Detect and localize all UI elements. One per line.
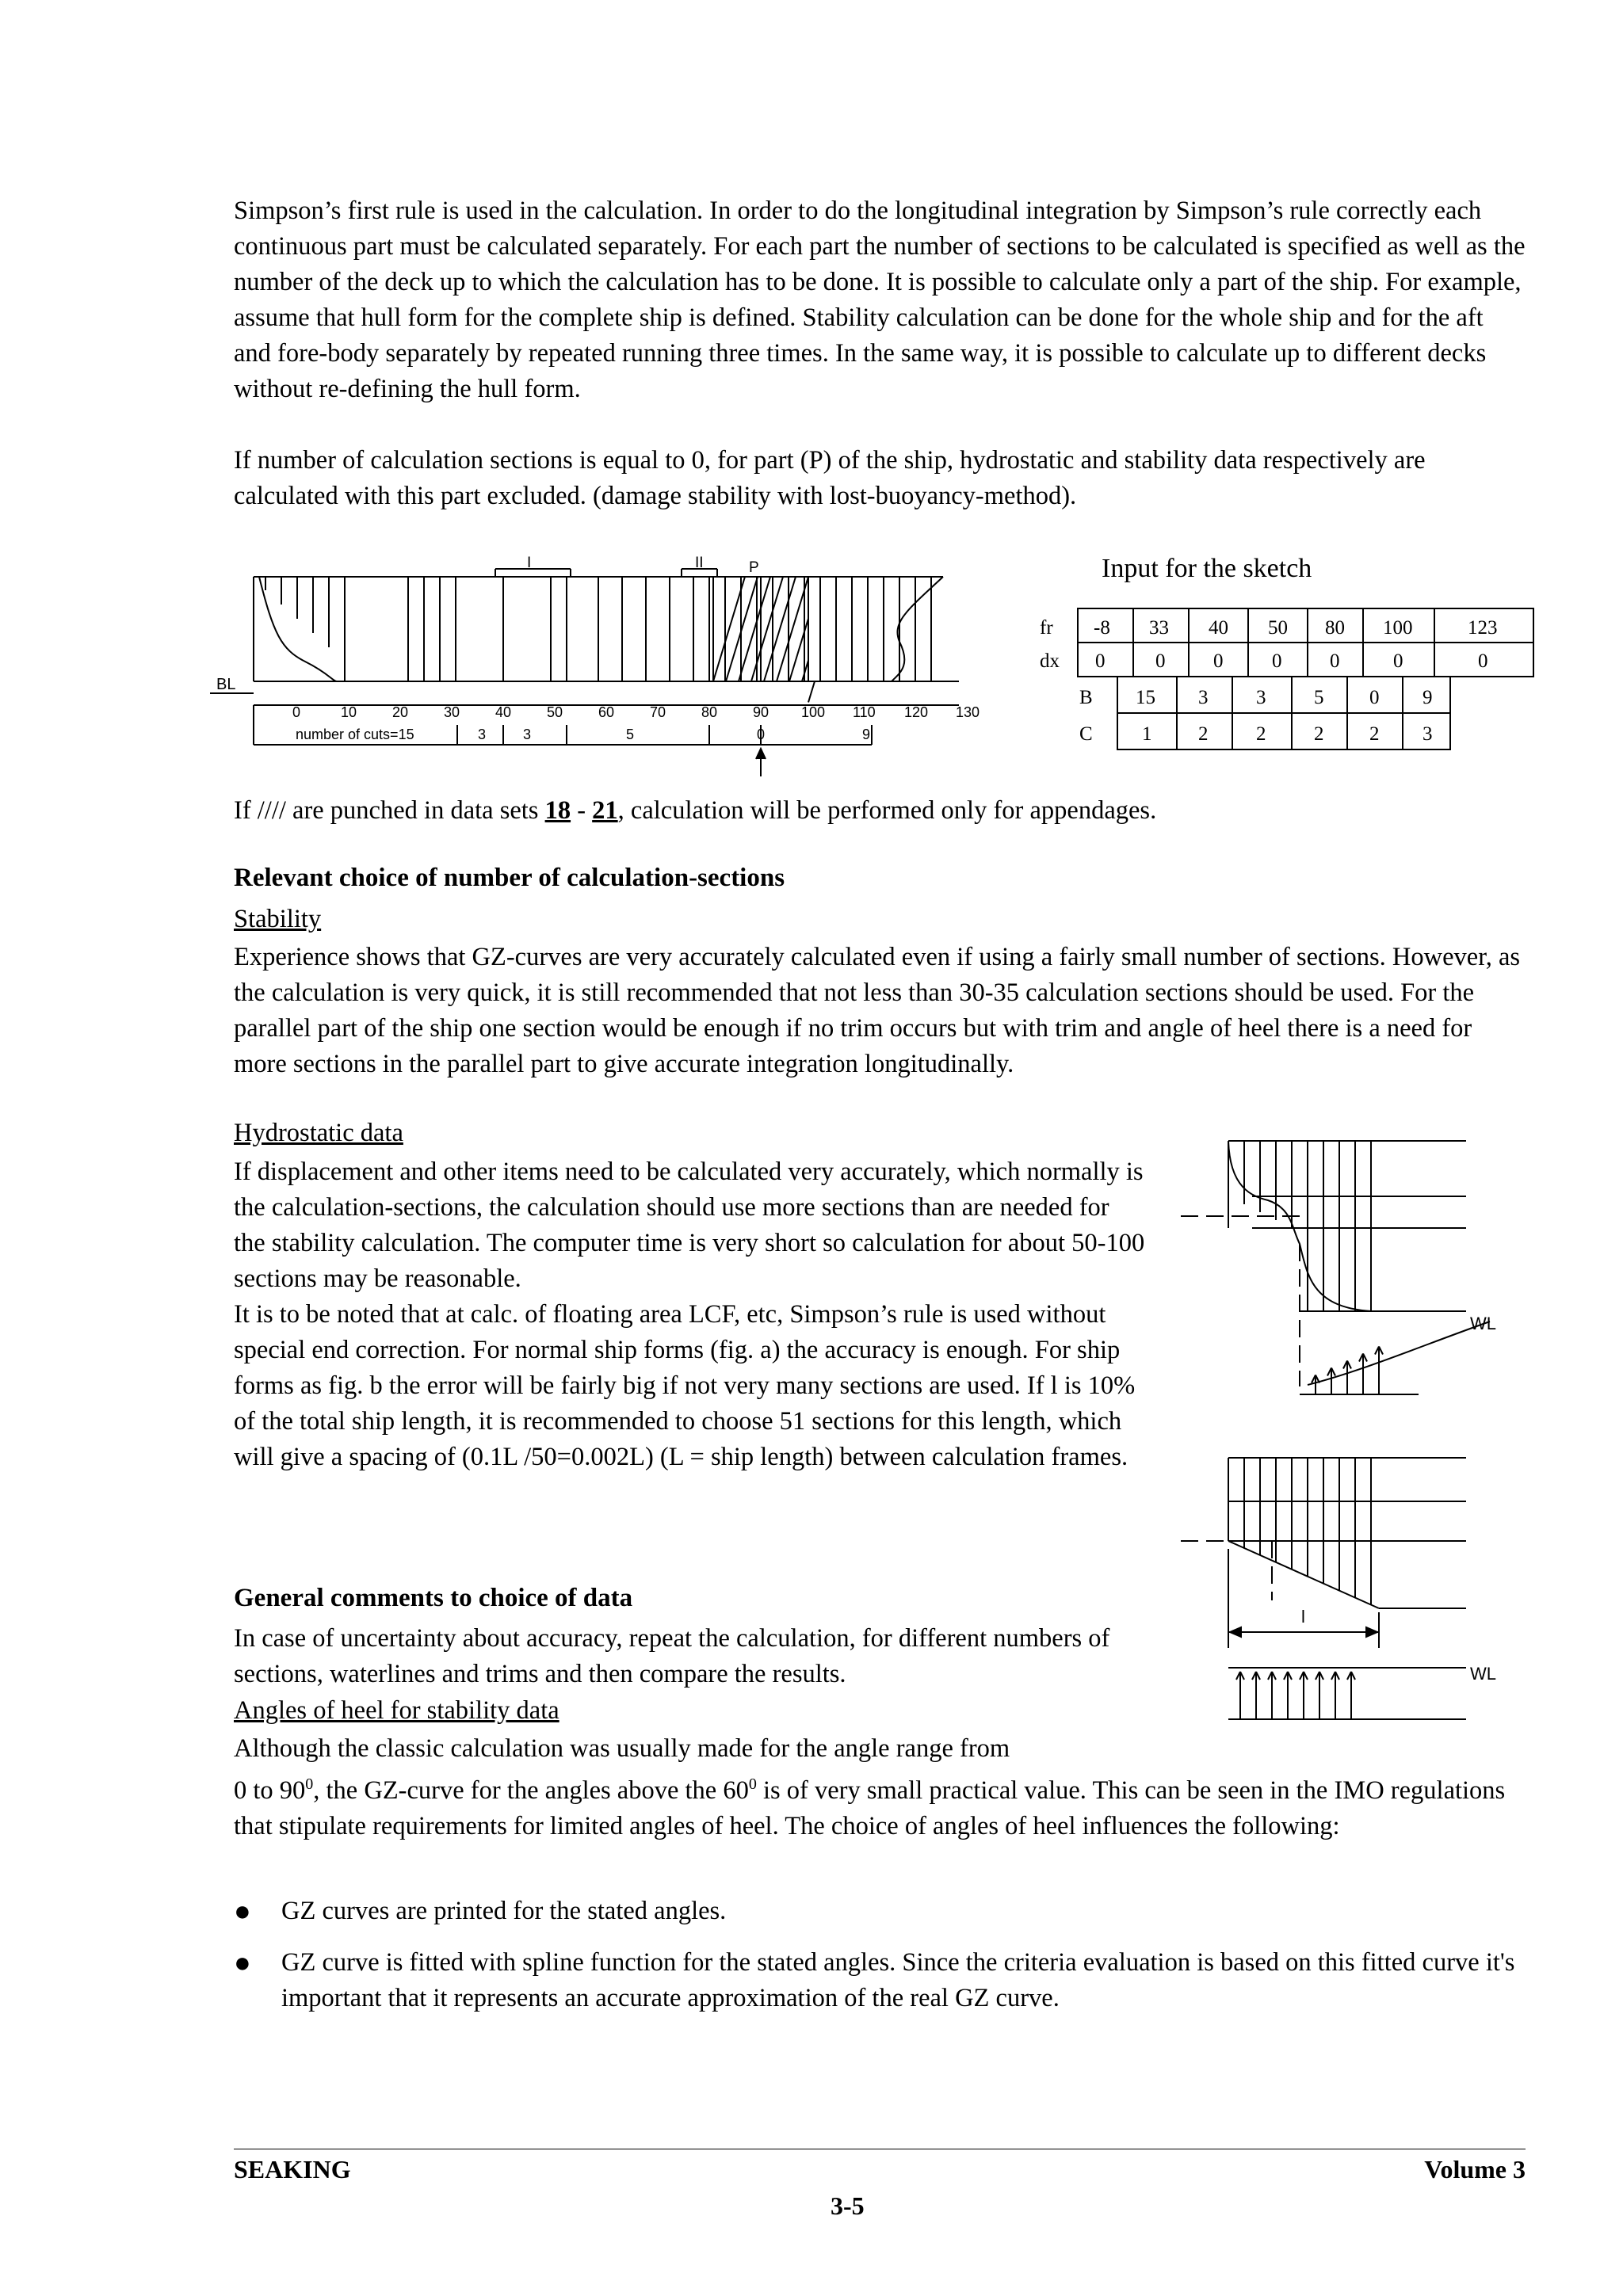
- page-number: 3-5: [831, 2191, 865, 2220]
- sketch-line: [739, 577, 770, 681]
- bullet-dot: ●: [234, 1947, 251, 1978]
- c-cell: 2: [1369, 723, 1380, 745]
- axis-tick-label: 60: [598, 704, 615, 720]
- c-cell: 2: [1198, 723, 1209, 745]
- axis-tick-label: 50: [547, 704, 563, 720]
- fr-cell: 80: [1325, 617, 1345, 639]
- dataset-ref-21: 21: [592, 796, 618, 825]
- axis-tick-label: 70: [650, 704, 666, 720]
- fr-label: fr: [1040, 617, 1053, 639]
- bl-label: BL: [216, 676, 236, 693]
- axis-tick-label: 100: [801, 704, 826, 720]
- b-cell: 3: [1198, 687, 1209, 708]
- b-cell: 3: [1256, 687, 1266, 708]
- fr-cell: 33: [1149, 617, 1169, 639]
- stability-label: Stability: [234, 905, 322, 933]
- bullet-dot: ●: [234, 1895, 251, 1927]
- input-table: [1030, 547, 1545, 761]
- sketch-line: [808, 681, 815, 702]
- cut-number: 3: [478, 727, 487, 742]
- lost-buoyancy-hatch: [713, 577, 815, 702]
- bullet-item: ● GZ curves are printed for the stated angles.: [234, 1894, 1533, 1929]
- b-cell: 15: [1136, 687, 1155, 708]
- b-cell: 9: [1423, 687, 1433, 708]
- footer-left: SEAKING: [234, 2155, 351, 2183]
- hydrostatic-text-1: If displacement and other items need to be calculated very accurately, which normally is the calculation-sections, the calculation should use more sections than are needed for the stability calculation. The computer time is very short so calculation for about 50-100 sections may be reasonable.: [234, 1158, 1145, 1293]
- sketch-line: [764, 577, 796, 681]
- general-heading: General comments to choice of data: [234, 1584, 633, 1612]
- axis-tick-label: 10: [341, 704, 357, 720]
- cuts-label: number of cuts=15: [296, 727, 414, 742]
- axis-tick-label: 90: [753, 704, 769, 720]
- angles-text: 0 to $90^0$, the GZ-curve for the angles above the $60^0$ is of very small practical value. This can be seen in the IMO regulations that stipulate requirements for limited angles of heel. The choice of angles of heel influences the following:: [234, 1775, 1506, 1840]
- fr-cell: 50: [1268, 617, 1288, 639]
- hydrostatic-label: Hydrostatic data: [234, 1119, 403, 1147]
- axis-tick-label: 20: [392, 704, 409, 720]
- input-table-title: Input for the sketch: [1102, 554, 1312, 583]
- dx-cell: 0: [1095, 650, 1106, 672]
- figure-a: [1181, 1133, 1498, 1402]
- hull-sketch: [210, 555, 987, 776]
- b-label: B: [1079, 687, 1093, 708]
- cut-number: 0: [757, 727, 766, 742]
- c-label: C: [1079, 723, 1093, 745]
- intro-paragraph-1: Simpson’s first rule is used in the calculation. In order to do the longitudinal integration by Simpson’s rule correctly each continuous part must be calculated separately. For each part the number of sections to be calculated is specified as well as the number of the deck up to which the calculation has to be done. It is possible to calculate only a part of the ship. For example, assume that hull form for the complete ship is defined. Stability calculation can be done for the whole ship and for the aft and fore-body separately by repeated running three times. In the same way, it is possible to calculate up to different decks without re-defining the hull form.: [234, 196, 1526, 403]
- axis-tick-label: 30: [444, 704, 460, 720]
- dx-cell: 0: [1213, 650, 1224, 672]
- part-label-p: P: [749, 559, 759, 576]
- dx-cell: 0: [1330, 650, 1340, 672]
- angles-line-1: Although the classic calculation was usually made for the angle range from: [234, 1734, 1010, 1763]
- dx-cell: 0: [1478, 650, 1488, 672]
- part-label-i: I: [527, 555, 532, 571]
- dx-label: dx: [1040, 650, 1060, 672]
- cut-number: 9: [862, 727, 871, 742]
- hydrostatic-text-2: It is to be noted that at calc. of floating area LCF, etc, Simpson’s rule is used without special end correction. For normal ship forms (fig. a) the accuracy is enough. For ship forms as fig. b the error will be fairly big if not very many sections are used. If l is 10% of the total ship length, it is recommended to choose 51 sections for this length, which will give a spacing of (0.1L /50=0.002L) (L = ship length) between calculation frames.: [234, 1300, 1136, 1471]
- axis-tick-label: 110: [853, 704, 876, 720]
- dx-cell: 0: [1155, 650, 1166, 672]
- general-text: In case of uncertainty about accuracy, repeat the calculation, for different numbers of sections, waterlines and trims and then compare the results.: [234, 1624, 1110, 1688]
- fr-cell: 100: [1383, 617, 1413, 639]
- c-cell: 3: [1423, 723, 1433, 745]
- section-choice-heading: Relevant choice of number of calculation-sections: [234, 864, 785, 892]
- axis-tick-label: 80: [701, 704, 718, 720]
- appendage-note: If //// are punched in data sets 18 - 21, calculation will be performed only for appendages.: [234, 796, 1157, 825]
- figure-b: [1181, 1450, 1498, 1735]
- stability-text: Experience shows that GZ-curves are very accurately calculated even if using a fairly small number of sections. However, as the calculation is very quick, it is still recommended that not less than 30-35 calculation sections should be used. For the parallel part of the ship one section would be enough if no trim occurs but with trim and angle of heel there is a need for more sections in the parallel part to give accurate integration longitudinally.: [234, 943, 1521, 1078]
- bullet-item: ● GZ curve is fitted with spline function for the stated angles. Since the criteria evaluation is based on this fitted curve it's important that it represents an accurate approximation of the real GZ curve.: [234, 1947, 1515, 2012]
- angles-label: Angles of heel for stability data: [234, 1696, 559, 1725]
- part-label-ii: II: [695, 555, 704, 571]
- b-cell: 0: [1369, 687, 1380, 708]
- fr-cell: 40: [1209, 617, 1228, 639]
- dx-cell: 0: [1393, 650, 1403, 672]
- wl-label-b: WL: [1470, 1664, 1496, 1684]
- dx-cell: 0: [1272, 650, 1282, 672]
- fr-cell: -8: [1094, 617, 1110, 639]
- wl-label-a: WL: [1470, 1314, 1496, 1333]
- fr-cell: 123: [1468, 617, 1498, 639]
- axis-tick-label: 40: [495, 704, 512, 720]
- c-cell: 2: [1314, 723, 1324, 745]
- axis-tick-label: 0: [292, 704, 301, 720]
- axis-tick-label: 120: [904, 704, 929, 720]
- cut-number: 3: [523, 727, 532, 742]
- l-label: l: [1301, 1607, 1305, 1627]
- c-cell: 2: [1256, 723, 1266, 745]
- c-cell: 1: [1142, 723, 1152, 745]
- axis-tick-label: 130: [956, 704, 980, 720]
- cut-number: 5: [626, 727, 635, 742]
- footer-right: Volume 3: [1424, 2155, 1526, 2183]
- section-lines: [265, 577, 931, 681]
- dataset-ref-18: 18: [544, 796, 571, 825]
- intro-paragraph-2: If number of calculation sections is equal to 0, for part (P) of the ship, hydrostatic and stability data respectively are calculated with this part excluded. (damage stability with lost-buoyancy-method).: [234, 446, 1426, 510]
- b-cell: 5: [1314, 687, 1324, 708]
